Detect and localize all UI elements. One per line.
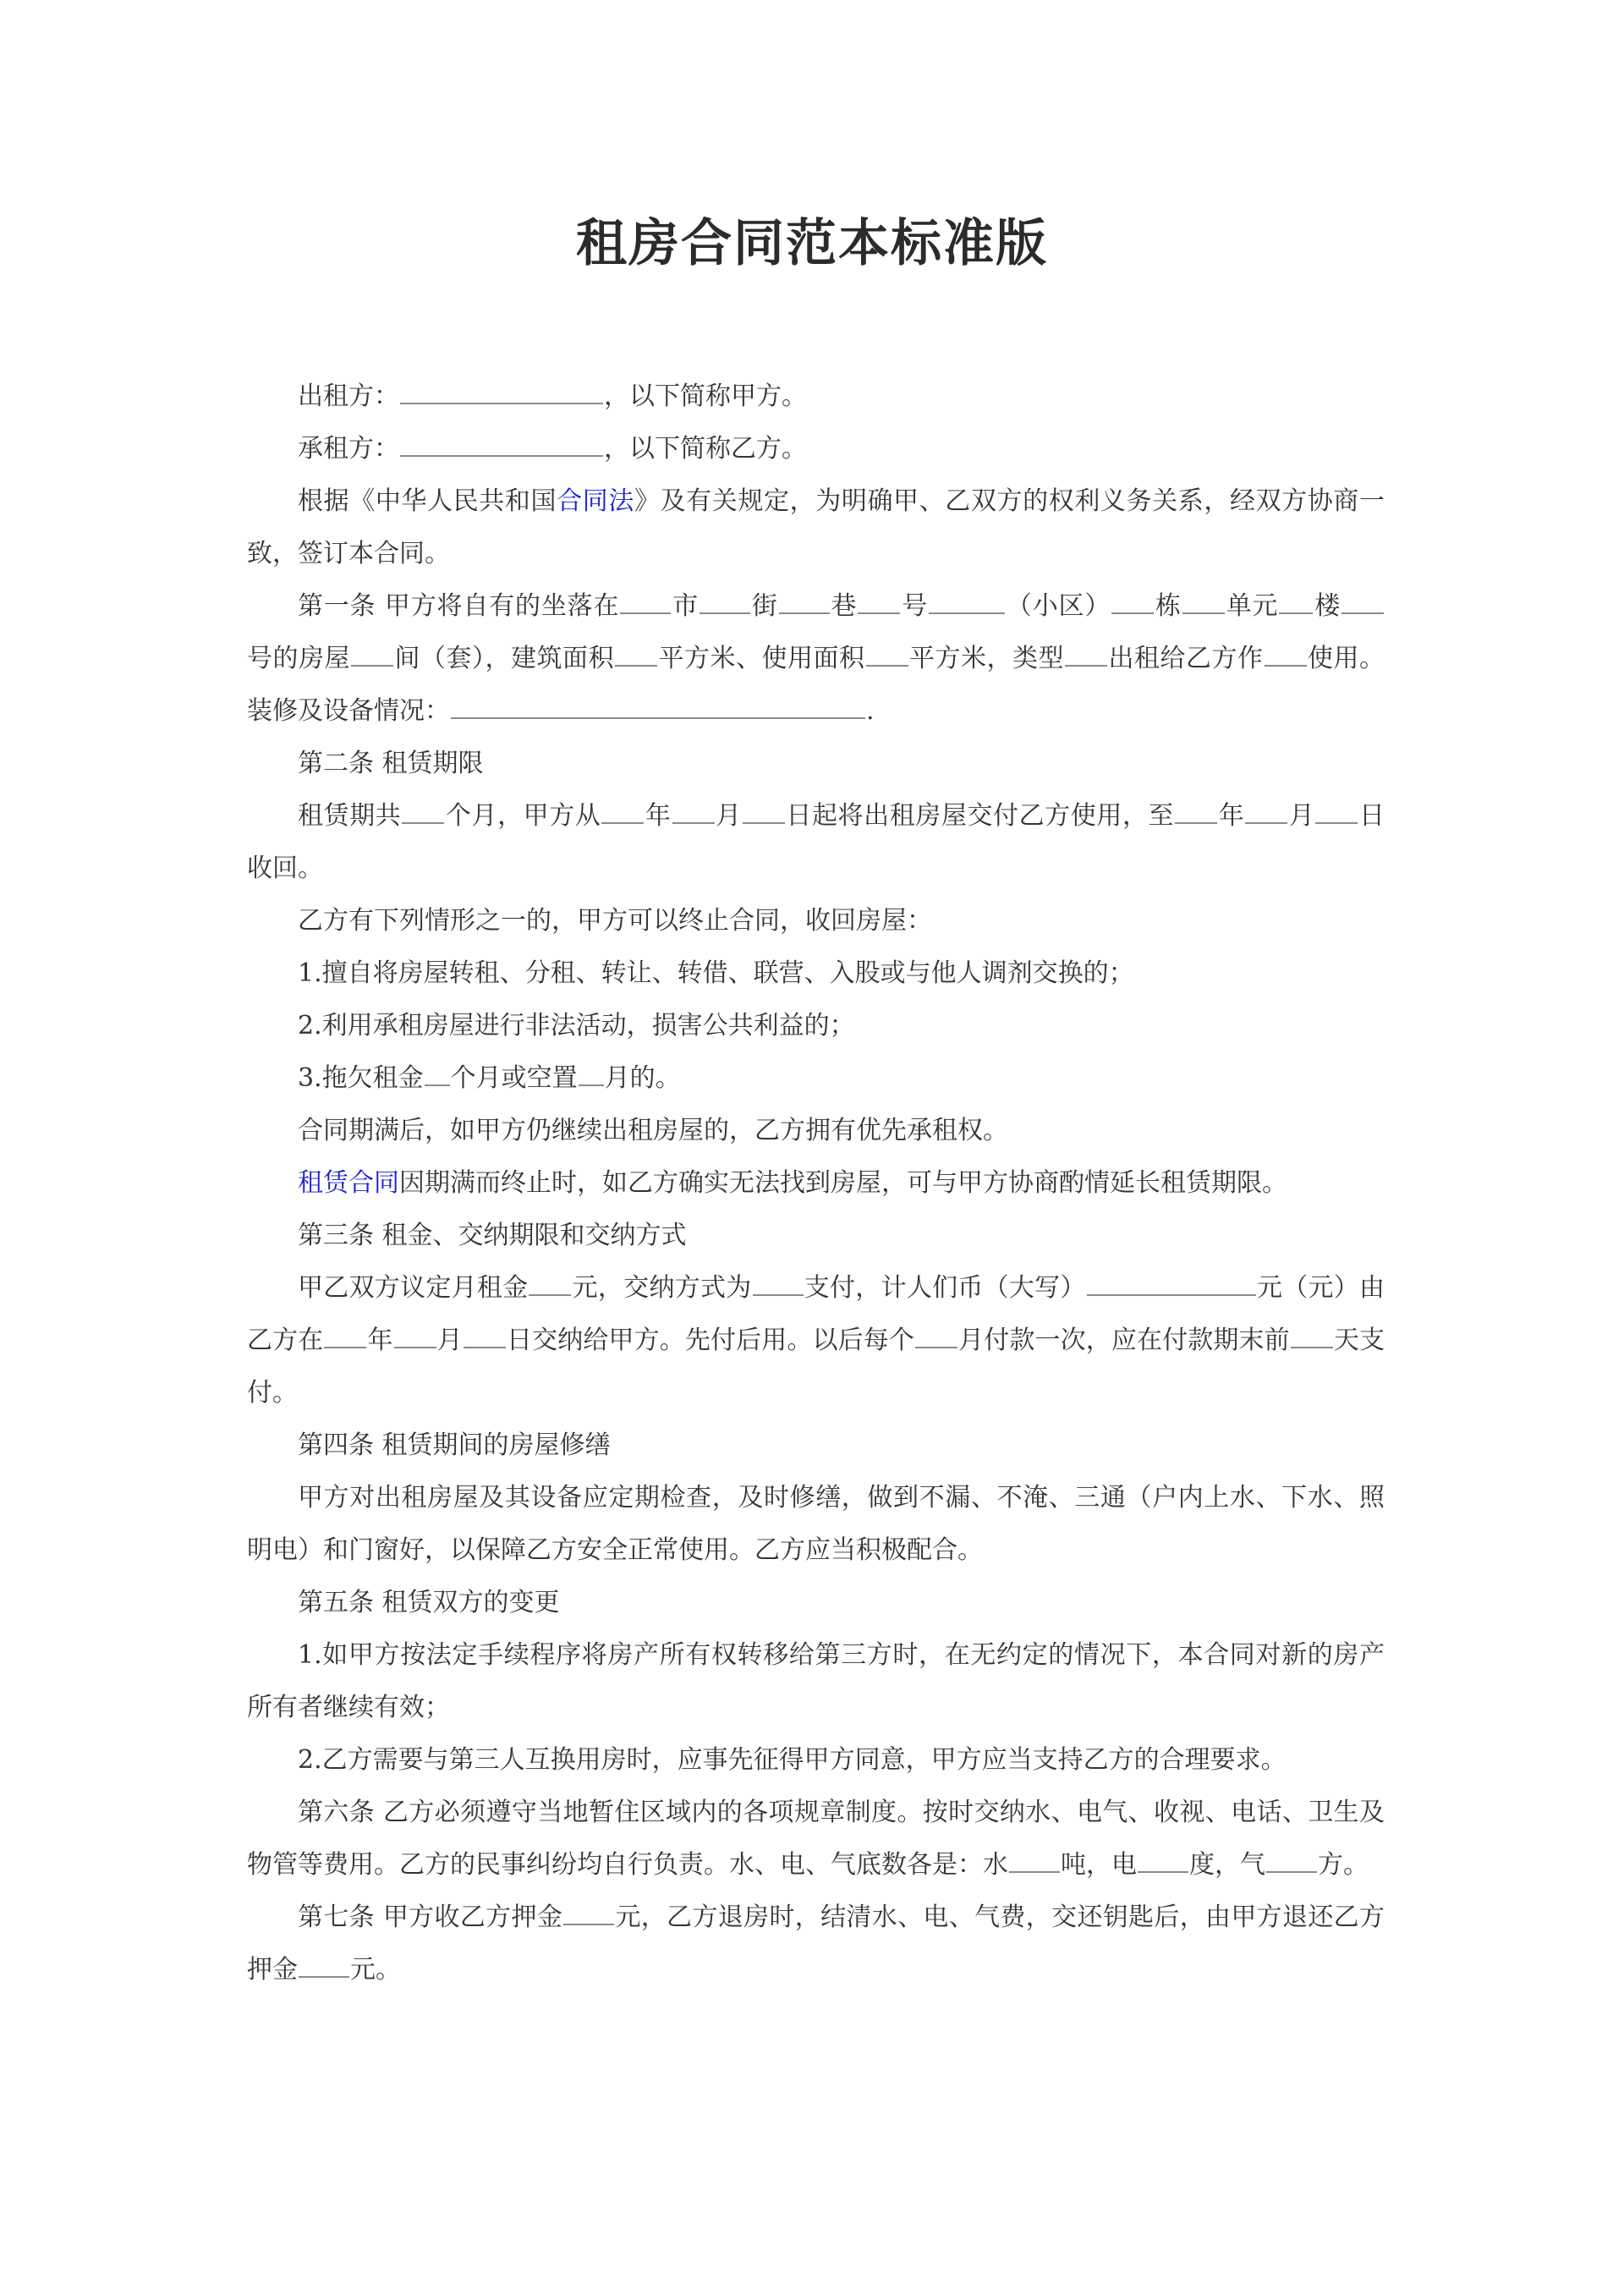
paragraph-text: ，以下简称甲方。	[604, 382, 807, 411]
paragraph-text: 年	[1218, 801, 1245, 831]
paragraph	[247, 1577, 1385, 1629]
fill-in-blank[interactable]	[779, 587, 830, 614]
fill-in-blank[interactable]	[351, 640, 393, 667]
paragraph	[247, 1157, 1385, 1210]
paragraph-text: 号的房屋	[247, 644, 350, 673]
paragraph	[247, 580, 1385, 738]
paragraph	[247, 1891, 1385, 1996]
paragraph	[247, 947, 1385, 1000]
fill-in-blank[interactable]	[1111, 587, 1154, 614]
fill-in-blank[interactable]	[1279, 587, 1313, 614]
paragraph-text: 街	[751, 591, 778, 621]
paragraph-text: 2.乙方需要与第三人互换用房时，应事先征得甲方同意，甲方应当支持乙方的合理要求。	[298, 1745, 1287, 1775]
paragraph-text: 吨，电	[1061, 1850, 1137, 1880]
paragraph-text: 市	[672, 591, 700, 621]
paragraph	[247, 1629, 1385, 1734]
fill-in-blank[interactable]	[858, 587, 900, 614]
paragraph-text: 度，气	[1189, 1850, 1265, 1880]
fill-in-blank[interactable]	[1265, 640, 1307, 667]
paragraph-text: 月付款一次，应在付款期末前	[958, 1326, 1290, 1355]
paragraph-text: 日交纳给甲方。先付后用。以后每个	[506, 1326, 914, 1355]
fill-in-blank[interactable]	[563, 1898, 614, 1925]
paragraph-text: 月	[715, 801, 742, 831]
paragraph	[247, 1734, 1385, 1787]
paragraph-text: 栋	[1155, 591, 1182, 621]
paragraph	[247, 475, 1385, 580]
paragraph	[247, 1787, 1385, 1891]
paragraph-text: ，以下简称乙方。	[604, 434, 807, 464]
fill-in-blank[interactable]	[601, 797, 644, 824]
fill-in-blank[interactable]	[451, 692, 865, 719]
fill-in-blank[interactable]	[1341, 587, 1384, 614]
paragraph	[247, 1000, 1385, 1052]
paragraph-text: 天支付。	[247, 1326, 1385, 1408]
paragraph-text: 第七条 甲方收乙方押金	[298, 1902, 563, 1932]
paragraph	[247, 1472, 1385, 1577]
fill-in-blank[interactable]	[1291, 1321, 1333, 1348]
paragraph-text: 第六条 乙方必须遵守当地暂住区域内的各项规章制度。按时交纳水、电气、收视、电话、卫生及物管等费用。乙方的民事纠纷均自行负责。水、电、气底数各是：水	[247, 1798, 1385, 1880]
paragraph-text: 》及有关规定，为明确甲、乙双方的权利义务关系，经双方协商一致，签订本合同。	[247, 486, 1385, 568]
paragraph	[247, 1052, 1385, 1105]
paragraph-text: 第五条 租赁双方的变更	[298, 1588, 560, 1617]
paragraph-text: 号	[901, 591, 929, 621]
paragraph-text: 月	[436, 1326, 463, 1355]
paragraph-text: 支付，计人们币（大写）	[804, 1273, 1086, 1303]
paragraph-text: 合同期满后，如甲方仍继续出租房屋的，乙方拥有优先承租权。	[298, 1116, 1008, 1145]
fill-in-blank[interactable]	[743, 797, 785, 824]
fill-in-blank[interactable]	[1315, 797, 1358, 824]
paragraph	[247, 423, 1385, 475]
paragraph-text: （小区）	[1006, 591, 1111, 621]
fill-in-blank[interactable]	[579, 1059, 604, 1086]
paragraph-text: 平方米，类型	[908, 644, 1064, 673]
fill-in-blank[interactable]	[464, 1321, 506, 1348]
paragraph-text: 第一条 甲方将自有的坐落在	[298, 591, 620, 621]
paragraph-text: 承租方：	[298, 434, 399, 464]
paragraph-text: 元。	[350, 1955, 401, 1985]
fill-in-blank[interactable]	[866, 640, 908, 667]
fill-in-blank[interactable]	[1087, 1269, 1256, 1296]
paragraph-text: 第二条 租赁期限	[298, 749, 484, 778]
paragraph-text: 方。	[1318, 1850, 1369, 1880]
paragraph-text: .	[866, 696, 875, 726]
paragraph	[247, 895, 1385, 947]
fill-in-blank[interactable]	[400, 377, 603, 404]
paragraph-text: 年	[367, 1326, 393, 1355]
paragraph-text: 元，乙方退房时，结清水、电、气费，交还钥匙后，由甲方退还乙方押金	[247, 1902, 1385, 1985]
paragraph	[247, 1262, 1385, 1419]
fill-in-blank[interactable]	[1266, 1846, 1317, 1873]
paragraph-text: 2.利用承租房屋进行非法活动，损害公共利益的；	[298, 1011, 855, 1040]
fill-in-blank[interactable]	[1182, 587, 1225, 614]
paragraph	[247, 371, 1385, 423]
paragraph-text: 使用。装修及设备情况：	[247, 644, 1385, 726]
fill-in-blank[interactable]	[1175, 797, 1217, 824]
paragraph-text: 间（套），建筑面积	[394, 644, 614, 673]
fill-in-blank[interactable]	[1065, 640, 1107, 667]
fill-in-blank[interactable]	[425, 1059, 450, 1086]
paragraph-text: 楼	[1314, 591, 1341, 621]
fill-in-blank[interactable]	[529, 1269, 571, 1296]
paragraph	[247, 1105, 1385, 1157]
paragraph-text: 第四条 租赁期间的房屋修缮	[298, 1430, 611, 1460]
fill-in-blank[interactable]	[615, 640, 657, 667]
fill-in-blank[interactable]	[1009, 1846, 1060, 1873]
fill-in-blank[interactable]	[400, 430, 603, 457]
fill-in-blank[interactable]	[753, 1269, 804, 1296]
paragraph-text: 个月，甲方从	[445, 801, 601, 831]
paragraph-text: 个月或空置	[450, 1063, 578, 1093]
paragraph-text: 租赁期共	[298, 801, 402, 831]
paragraph-text: 甲乙双方议定月租金	[298, 1273, 529, 1303]
paragraph	[247, 738, 1385, 790]
fill-in-blank[interactable]	[324, 1321, 366, 1348]
paragraph-text: 因期满而终止时，如乙方确实无法找到房屋，可与甲方协商酌情延长租赁期限。	[399, 1168, 1287, 1198]
fill-in-blank[interactable]	[1138, 1846, 1188, 1873]
document-title: 租房合同范本标准版	[576, 214, 1048, 273]
fill-in-blank[interactable]	[299, 1951, 349, 1978]
paragraph-text: 1.如甲方按法定手续程序将房产所有权转移给第三方时，在无约定的情况下，本合同对新的房产所有者继续有效；	[247, 1640, 1385, 1722]
paragraph-text: 出租给乙方作	[1108, 644, 1264, 673]
paragraph-text: 1.擅自将房屋转租、分租、转让、转借、联营、入股或与他人调剂交换的；	[298, 958, 1134, 988]
fill-in-blank[interactable]	[700, 587, 750, 614]
fill-in-blank[interactable]	[929, 587, 1005, 614]
paragraph-text: 单元	[1225, 591, 1279, 621]
hyperlink[interactable]: 合同法	[557, 486, 634, 516]
fill-in-blank[interactable]	[394, 1321, 436, 1348]
paragraph-text: 平方米、使用面积	[658, 644, 865, 673]
paragraph-text: 年	[645, 801, 672, 831]
fill-in-blank[interactable]	[620, 587, 671, 614]
paragraph	[247, 1210, 1385, 1262]
paragraph-text: 根据《中华人民共和国	[298, 486, 557, 516]
paragraph-text: 月	[1288, 801, 1315, 831]
paragraph-text: 出租方：	[298, 382, 399, 411]
paragraph-text: 甲方对出租房屋及其设备应定期检查，及时修缮，做到不漏、不淹、三通（户内上水、下水、照明电）和门窗好，以保障乙方安全正常使用。乙方应当积极配合。	[247, 1483, 1385, 1565]
paragraph	[247, 1419, 1385, 1472]
fill-in-blank[interactable]	[402, 797, 444, 824]
fill-in-blank[interactable]	[1245, 797, 1287, 824]
paragraph-text: 元，交纳方式为	[572, 1273, 752, 1303]
paragraph-text: 3.拖欠租金	[298, 1063, 424, 1093]
paragraph-text: 元（元）由乙方在	[247, 1273, 1385, 1355]
fill-in-blank[interactable]	[915, 1321, 957, 1348]
hyperlink[interactable]: 租赁合同	[298, 1168, 399, 1198]
paragraph-text: 日起将出租房屋交付乙方使用，至	[785, 801, 1175, 831]
paragraph-text: 月的。	[604, 1063, 681, 1093]
paragraph	[247, 790, 1385, 895]
paragraph-text: 第三条 租金、交纳期限和交纳方式	[298, 1221, 687, 1250]
fill-in-blank[interactable]	[672, 797, 715, 824]
paragraph-text: 日收回。	[247, 801, 1385, 883]
paragraph-text: 乙方有下列情形之一的，甲方可以终止合同，收回房屋：	[298, 906, 932, 936]
paragraph-text: 巷	[830, 591, 858, 621]
document-body	[247, 371, 1385, 1996]
